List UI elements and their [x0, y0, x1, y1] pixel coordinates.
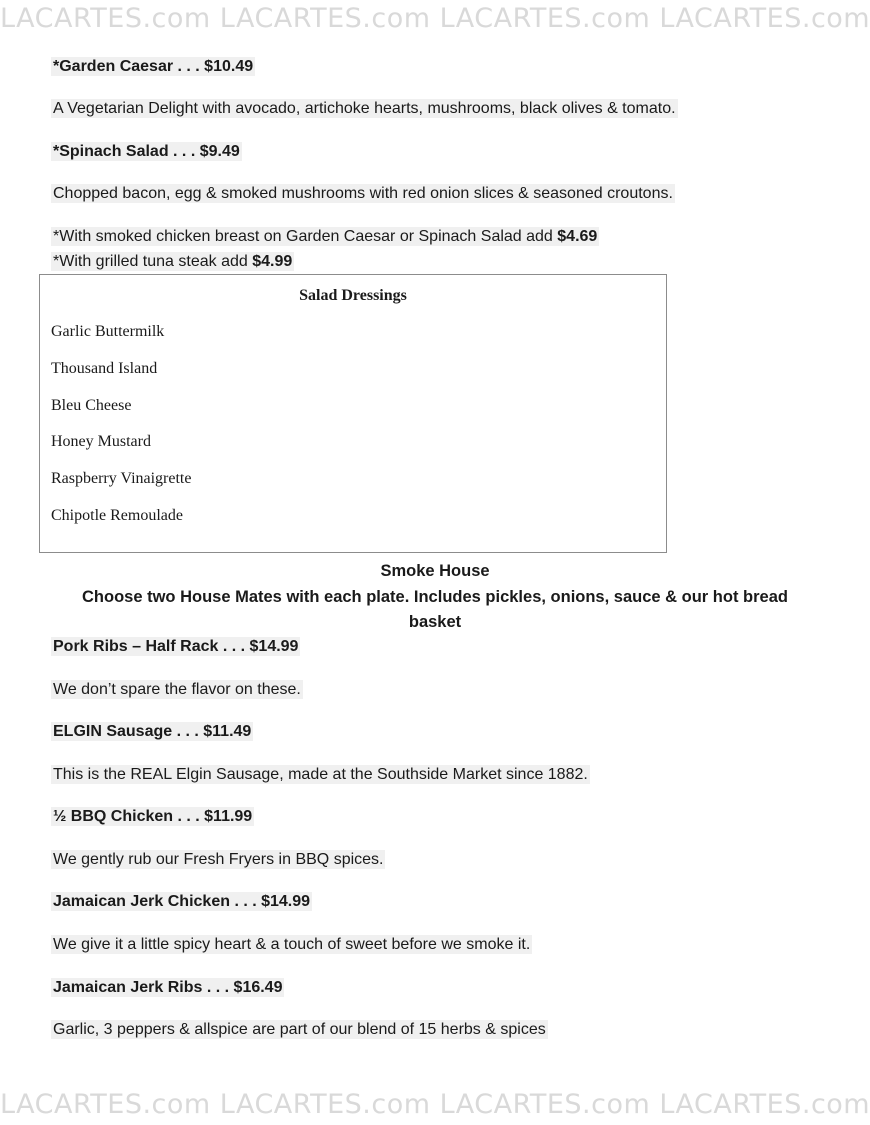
spinach-salad-name: *Spinach Salad . . . $9.49	[53, 143, 240, 160]
addon-chicken-price: $4.69	[557, 228, 598, 245]
addon-tuna-price: $4.99	[252, 253, 293, 270]
salad-dressings-box	[39, 274, 667, 553]
spinach-salad-title	[51, 143, 242, 161]
dressing-item: Raspberry Vinaigrette	[51, 470, 192, 487]
spinach-salad-description	[51, 185, 675, 203]
smokehouse-item-title	[51, 723, 253, 741]
watermark-top: LACARTES.com LACARTES.com LACARTES.com LACARTES.com	[0, 3, 870, 34]
salad-dressings-title: Salad Dressings	[299, 287, 407, 304]
smokehouse-item-name: ELGIN Sausage . . . $11.49	[53, 723, 252, 740]
addon-tuna-text-wrap	[51, 252, 294, 271]
smokehouse-item-title	[51, 808, 254, 826]
smokehouse-item-name: ½ BBQ Chicken . . . $11.99	[53, 808, 253, 825]
smokehouse-item-desc: We give it a little spicy heart & a touch of sweet before we smoke it.	[53, 936, 531, 953]
smokehouse-item-description	[51, 681, 303, 699]
smokehouse-item-name: Jamaican Jerk Chicken . . . $14.99	[53, 893, 311, 910]
dressing-item: Honey Mustard	[51, 433, 151, 450]
smokehouse-subtitle-line1: Choose two House Mates with each plate. Includes pickles, onions, sauce & our hot bread	[82, 588, 788, 606]
watermark-bottom: LACARTES.com LACARTES.com LACARTES.com LACARTES.com	[0, 1089, 870, 1120]
smokehouse-item-description	[51, 766, 590, 784]
smokehouse-item-title	[51, 638, 300, 656]
smokehouse-item-title	[51, 979, 284, 997]
garden-caesar-title	[51, 58, 255, 76]
smokehouse-item-description	[51, 851, 385, 869]
garden-caesar-desc: A Vegetarian Delight with avocado, artichoke hearts, mushrooms, black olives & tomato.	[53, 100, 676, 117]
garden-caesar-description	[51, 100, 678, 118]
smokehouse-item-description	[51, 1021, 548, 1039]
smokehouse-item-name: Jamaican Jerk Ribs . . . $16.49	[53, 979, 283, 996]
spinach-salad-desc: Chopped bacon, egg & smoked mushrooms with red onion slices & seasoned croutons.	[53, 185, 673, 202]
addon-chicken-text-wrap	[51, 227, 599, 246]
addon-chicken-text: *With smoked chicken breast on Garden Caesar or Spinach Salad add	[53, 228, 558, 245]
dressing-item: Garlic Buttermilk	[51, 323, 165, 340]
smokehouse-item-description	[51, 936, 532, 954]
addon-tuna	[51, 253, 294, 271]
smokehouse-item-name: Pork Ribs – Half Rack . . . $14.99	[53, 638, 299, 655]
addon-chicken	[51, 228, 599, 246]
smokehouse-item-desc: Garlic, 3 peppers & allspice are part of our blend of 15 herbs & spices	[53, 1021, 546, 1038]
smokehouse-item-desc: We gently rub our Fresh Fryers in BBQ spices.	[53, 851, 384, 868]
smokehouse-item-desc: We don’t spare the flavor on these.	[53, 681, 301, 698]
smokehouse-subtitle-line2: basket	[408, 613, 462, 631]
smokehouse-item-title	[51, 893, 312, 911]
garden-caesar-name: *Garden Caesar . . . $10.49	[53, 58, 254, 75]
dressing-item: Bleu Cheese	[51, 397, 132, 414]
dressing-item: Thousand Island	[51, 360, 158, 377]
smokehouse-title: Smoke House	[380, 562, 490, 580]
dressing-item: Chipotle Remoulade	[51, 507, 183, 524]
smokehouse-item-desc: This is the REAL Elgin Sausage, made at the Southside Market since 1882.	[53, 766, 588, 783]
addon-tuna-text: *With grilled tuna steak add	[53, 253, 253, 270]
